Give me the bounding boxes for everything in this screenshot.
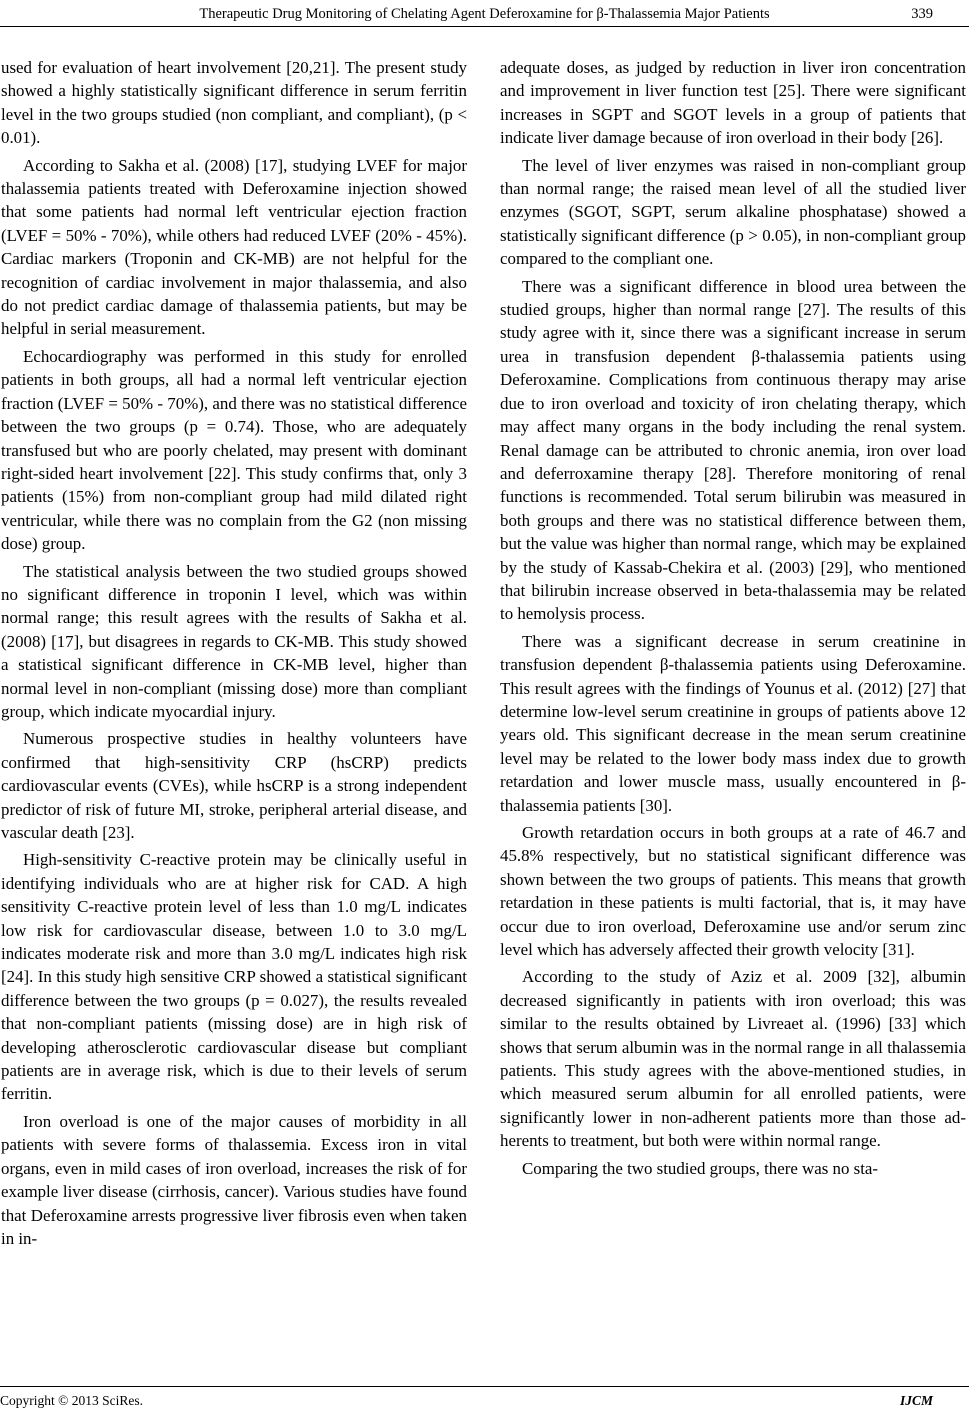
left-column xyxy=(1,56,467,1254)
paragraph: Iron overload is one of the major causes of morbidity in all patients with severe forms of thalassemia. Excess iron in vital organs, even in mild cases of iron overload, increases the risk of for example liver disease (cirrhosis, cancer). Various studies have found that Deferoxamine arrests progressive liver fibrosis even when taken in in- xyxy=(1,1111,467,1248)
paragraph: According to Sakha et al. (2008) [17], studying LVEF for major thalassemia patients treated with Deferoxamine injection showed that some patients had normal left ventricular ejection fraction (LVEF = 50% - 70%), while others had reduced LVEF (20% - 45%). Cardiac markers (Troponin and CK-MB) are not helpful for the recognition of cardiac involvement in major thalassemia, and also do not predict cardiac damage of thalassemia patients, but may be helpful in serial measurement. xyxy=(1,155,467,339)
paragraph: Echocardiography was performed in this study for enrolled patients in both groups, all had a normal left ventricular ejection fraction (LVEF = 50% - 70%), and there was no statistical difference between the two groups (p = 0.74). Those, who are adequately transfused but who are poorly chelated, may present with dominant right-sided heart involvement [22]. This study confirms that, only 3 patients (15%) from non-compliant group had mild dilated right ventricular, while there was no complain from the G2 (non missing dose) group. xyxy=(1,346,467,554)
running-header xyxy=(0,6,969,28)
running-title: Therapeutic Drug Monitoring of Chelating Agent Deferoxamine for β-Thalassemia Major Patients xyxy=(199,6,770,22)
paragraph: There was a significant difference in blood urea between the studied groups, higher than normal range [27]. The results of this study agree with it, since there was a significant increase in serum urea in transfusion dependent β-thalassemia patients using Deferoxamine. Complications from continuous therapy may arise due to iron overload and toxicity of iron chelating therapy, which may affect many organs in the body including the renal system. Renal damage can be attributed to chronic anemia, iron over load and deferroxamine therapy [28]. Therefore monitoring of renal functions is recommended. Total serum bilirubin was measured in both groups and there was no statistical difference between them, but the value was higher than normal range, which may be explained by the study of Kassab-Chekira et al. (2003) [29], who mentioned that bilirubin increase observed in beta-thalassemia may be related to hemolysis process. xyxy=(500,276,966,624)
paragraph: High-sensitivity C-reactive protein may be clinically useful in identifying individuals who are at higher risk for CAD. A high sensitivity C-reactive protein level of less than 1.0 mg/L indicates low risk for cardiovascular disease, between 1.0 to 3.0 mg/L indicates moderate risk and more than 3.0 mg/L indicates high risk [24]. In this study high sensitive CRP showed a statistical significant difference between the two groups (p = 0.027), the results revealed that non-compliant patients (missing dose) are in high risk of developing atherosclerotic cardiovascular disease but compliant patients are in average risk, which is due to their levels of serum ferritin. xyxy=(1,850,467,1104)
paragraph: used for evaluation of heart involvement [20,21]. The present study showed a highly statistically significant difference in serum ferritin level in the two groups studied (non compliant, and compliant), (p < 0.01). xyxy=(1,58,467,148)
header-rule xyxy=(0,26,969,27)
footer-rule xyxy=(0,1386,969,1387)
paragraph: The statistical analysis between the two studied groups showed no significant difference in troponin I level, which was within normal range; this result agrees with the results of Sakha et al. (2008) [17], but disagrees in regards to CK-MB. This study showed a statistical significant difference in CK-MB level, higher than normal level in non-compliant (missing dose) more than compliant group, which indicate myocardial injury. xyxy=(1,561,467,721)
paragraph: The level of liver enzymes was raised in non-compliant group than normal range; the raised mean level of all the studied liver enzymes (SGOT, SGPT, serum alkaline phosphatase) showed a statistically significant difference (p > 0.05), in non-compliant group compared to the compliant one. xyxy=(500,155,966,269)
journal-abbreviation: IJCM xyxy=(899,1393,933,1408)
right-column xyxy=(500,56,966,1184)
page-number: 339 xyxy=(911,6,933,22)
paragraph: There was a significant decrease in serum creatinine in transfusion dependent β-thalassemia patients using Deferoxamine. This result agrees with the findings of Younus et al. (2012) [27] that determine low-level serum creatinine in groups of patients above 12 years old. This significant decrease in the mean serum creatinine level may be related to the lower body mass index due to growth retardation and lower muscle mass, usually encountered in β-thalassemia patients [30]. xyxy=(500,631,966,815)
paragraph: Numerous prospective studies in healthy volunteers have confirmed that high-sensitivity CRP (hsCRP) predicts cardiovascular events (CVEs), while hsCRP is a strong independent predictor of risk of future MI, stroke, peripheral arterial disease, and vascular death [23]. xyxy=(1,729,467,842)
paragraph: According to the study of Aziz et al. 2009 [32], albumin decreased significantly in patients with iron overload; this was similar to the results obtained by Livreaet al. (1996) [33] which shows that serum albumin was in the normal range in all thalassemia patients. This study agrees with the above-mentioned studies, in which measured serum albumin for all enrolled patients, were significantly lower in non-adherent patients more than those adherents to treatment, but both were within normal range. xyxy=(500,967,966,1151)
paragraph: Growth retardation occurs in both groups at a rate of 46.7 and 45.8% respectively, but no statistical significant difference was shown between the two groups of patients. This means that growth retardation in these patients is multi factorial, that is, it may have occur due to iron overload, Deferoxamine use and/or serum zinc level which has adversely affected their growth velocity [31]. xyxy=(500,823,966,960)
body-columns xyxy=(0,56,969,1356)
paragraph: Comparing the two studied groups, there was no sta- xyxy=(522,1158,879,1178)
copyright-notice: Copyright © 2013 SciRes. xyxy=(0,1393,144,1408)
paragraph: adequate doses, as judged by reduction in liver iron concentration and improvement in liver function test [25]. There were significant increases in SGPT and SGOT levels in a group of patients that indicate liver damage because of iron overload in their body [26]. xyxy=(500,58,966,148)
